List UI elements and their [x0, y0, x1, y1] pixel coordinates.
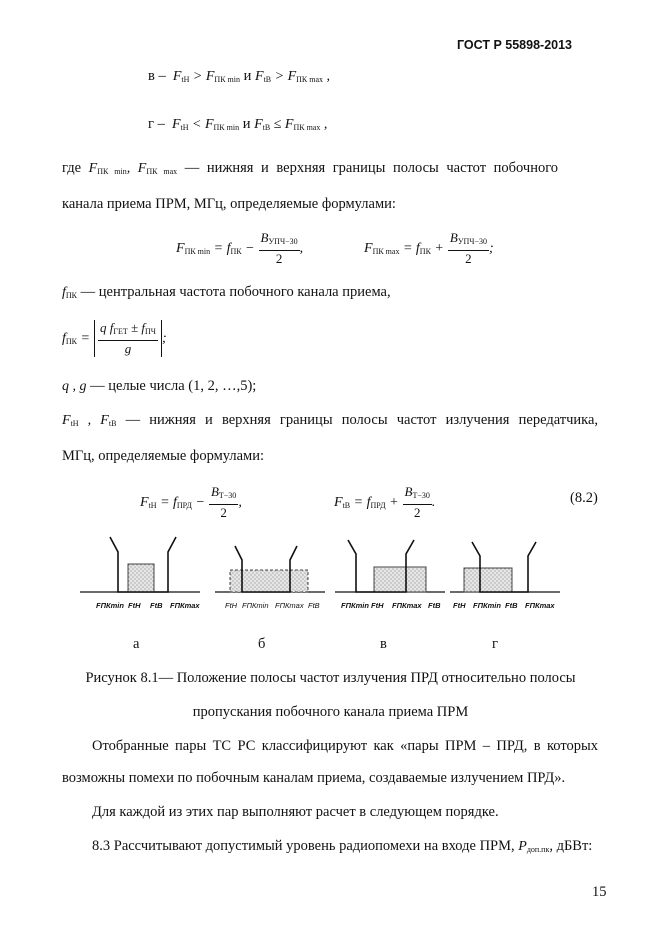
where-rest: — нижняя и верхняя границы полосы частот побочного: [184, 160, 559, 176]
paragraph-3-text: 8.3 Рассчитывают допустимый уровень радиопомехи на входе ПРМ,: [92, 838, 515, 854]
paragraph-1-line2: возможны помехи по побочным каналам приема, создаваемые излучением ПРД».: [62, 770, 566, 786]
panel-label-d: г: [492, 636, 498, 652]
axis-label-c-2: FtH: [371, 601, 384, 610]
panel-a: [80, 537, 200, 592]
paragraph-3: 8.3 Рассчитывают допустимый уровень радиопомехи на входе ПРМ, $P_{доп.пк}$, дБВт:: [92, 838, 593, 854]
and-word: и: [243, 68, 252, 84]
axis-label-b-1: FtH: [225, 601, 238, 610]
case-v-label: в –: [148, 68, 166, 84]
fpk-desc-text: — центральная частота побочного канала приема,: [80, 284, 391, 300]
axis-label-a-3: FtB: [150, 601, 163, 610]
axis-label-d-4: FПКmax: [525, 601, 555, 610]
paragraph-1-line1: Отобранные пары ТС РС классифицируют как «пары ПРМ – ПРД, в которых: [92, 738, 598, 754]
formula-fpk-max: $F_{ПК max} = f_{ПК}$ + $\frac{B_{УПЧ-30}}{2}$ ;: [364, 230, 494, 266]
where-line: где $F_{ПК min}$, $F_{ПК max}$ — нижняя и верхняя границы полосы частот побочного: [62, 160, 559, 176]
panel-c: [335, 540, 445, 592]
figure-caption-line1: Рисунок 8.1— Положение полосы частот излучения ПРД относительно полосы: [85, 670, 576, 686]
case-g-label: г –: [148, 116, 165, 132]
qg-description: q , g — целые числа (1, 2, …,5);: [62, 378, 257, 394]
axis-label-b-3: FПКmax: [275, 601, 304, 610]
axis-label-d-2: FПКmin: [473, 601, 501, 610]
panel-d: [450, 542, 560, 592]
axis-label-b-4: FtB: [308, 601, 320, 610]
panel-label-b: б: [258, 636, 266, 652]
axis-label-a-1: FПКmin: [96, 601, 124, 610]
paragraph-3-unit: , дБВт:: [549, 838, 593, 854]
formula-ftb: $F_{tB} = f_{ПРД}$ + $\frac{B_{T-30}}{2}$ .: [334, 484, 436, 520]
formula-fpk-min: $F_{ПК min} = f_{ПК}$ − $\frac{B_{УПЧ-30}}{2}$ ,: [176, 230, 304, 266]
axis-label-d-1: FtH: [453, 601, 466, 610]
page-number: 15: [592, 884, 607, 900]
equation-number: (8.2): [570, 490, 598, 506]
paragraph-2: Для каждой из этих пар выполняют расчет в следующем порядке.: [92, 804, 499, 820]
definition-line: канала приема ПРМ, МГц, определяемые формулами:: [62, 196, 396, 212]
axis-label-c-3: FПКmax: [392, 601, 422, 610]
formula-fpk: $f_{ПК}$ = $\frac{q f_{ГЕТ} \pm f_{ПЧ}}{g}$ ;: [62, 320, 167, 356]
document-code: ГОСТ Р 55898-2013: [457, 38, 573, 52]
axis-label-c-4: FtB: [428, 601, 441, 610]
formula-fth: $F_{tH} = f_{ПРД}$ − $\frac{B_{T-30}}{2}$ ,: [140, 484, 242, 520]
mhz-line: МГц, определяемые формулами:: [62, 448, 265, 464]
qg-desc-text: — целые числа (1, 2, …,5);: [90, 378, 257, 394]
axis-label-b-2: FПКmin: [242, 601, 269, 610]
fpk-description: $f_{ПК}$ — центральная частота побочного канала приема,: [62, 284, 391, 300]
axis-label-a-4: FПКmax: [170, 601, 200, 610]
axis-label-a-2: FtH: [128, 601, 141, 610]
case-g: $г - F_{tH} < F_{ПК min}$ и $F_{tB} \le F_{ПК max}$ ,: [148, 116, 328, 132]
ft-description: $F_{tH}$ , $F_{tB}$ — нижняя и верхняя границы полосы частот излучения передатчика,: [62, 412, 599, 428]
panel-label-c: в: [380, 636, 387, 652]
where-word: где: [62, 160, 82, 176]
panel-label-a: а: [133, 636, 140, 652]
figure-8-1: [80, 532, 580, 620]
case-v: $в - F_{tH} > F_{ПК min}$ и $F_{tB} > F_{ПК max}$ ,: [148, 68, 331, 84]
panel-b: [215, 546, 325, 592]
figure-caption-line2: пропускания побочного канала приема ПРМ: [192, 704, 469, 720]
ft-desc-text: — нижняя и верхняя границы полосы частот излучения передатчика,: [125, 412, 599, 428]
axis-label-c-1: FПКmin: [341, 601, 369, 610]
and-word: и: [242, 116, 251, 132]
axis-label-d-3: FtB: [505, 601, 518, 610]
